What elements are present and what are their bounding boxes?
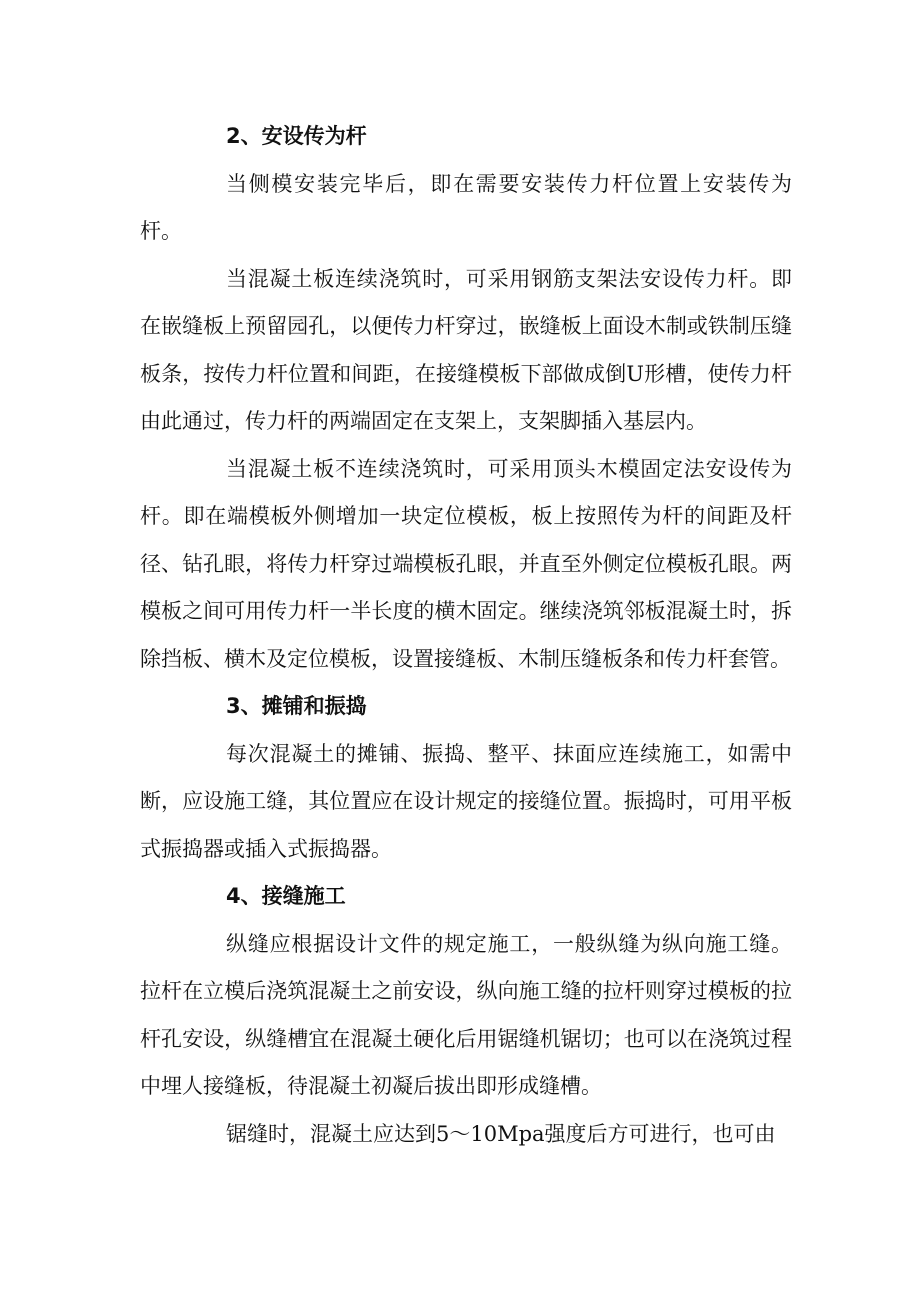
- paragraph: 纵缝应根据设计文件的规定施工，一般纵缝为纵向施工缝。拉杆在立模后浇筑混凝土之前安设，纵向施工缝的拉杆则穿过模板的拉杆孔安设，纵缝槽宜在混凝土硬化后用锯缝机锯切；也可以在浇筑过程中埋人接缝板，待混凝土初凝后拔出即形成缝槽。: [140, 931, 792, 1098]
- paragraph: 锯缝时，混凝土应达到5～10Mpa强度后方可进行，也可由: [226, 1121, 776, 1146]
- section-heading-2: 2、安设传为杆: [226, 124, 367, 148]
- paragraph: 当侧模安装完毕后，即在需要安装传力杆位置上安装传为杆。: [140, 171, 792, 243]
- section-heading-3: 3、摊铺和振捣: [226, 694, 367, 718]
- section-heading-4: 4、接缝施工: [226, 884, 346, 908]
- document-body: [140, 113, 792, 1158]
- paragraph: 每次混凝土的摊铺、振捣、整平、抹面应连续施工，如需中断，应设施工缝，其位置应在设计规定的接缝位置。振捣时，可用平板式振捣器或插入式振捣器。: [140, 741, 792, 861]
- paragraph: 当混凝土板连续浇筑时，可采用钢筋支架法安设传力杆。即在嵌缝板上预留园孔，以便传力杆穿过，嵌缝板上面设木制或铁制压缝板条，按传力杆位置和间距，在接缝模板下部做成倒U形槽，使传力杆由此通过，传力杆的两端固定在支架上，支架脚插入基层内。: [140, 266, 792, 433]
- paragraph: 当混凝土板不连续浇筑时，可采用顶头木模固定法安设传为杆。即在端模板外侧增加一块定位模板，板上按照传为杆的间距及杆径、钻孔眼，将传力杆穿过端模板孔眼，并直至外侧定位模板孔眼。两模板之间可用传力杆一半长度的横木固定。继续浇筑邻板混凝土时，拆除挡板、横木及定位模板，设置接缝板、木制压缝板条和传力杆套管。: [140, 456, 792, 671]
